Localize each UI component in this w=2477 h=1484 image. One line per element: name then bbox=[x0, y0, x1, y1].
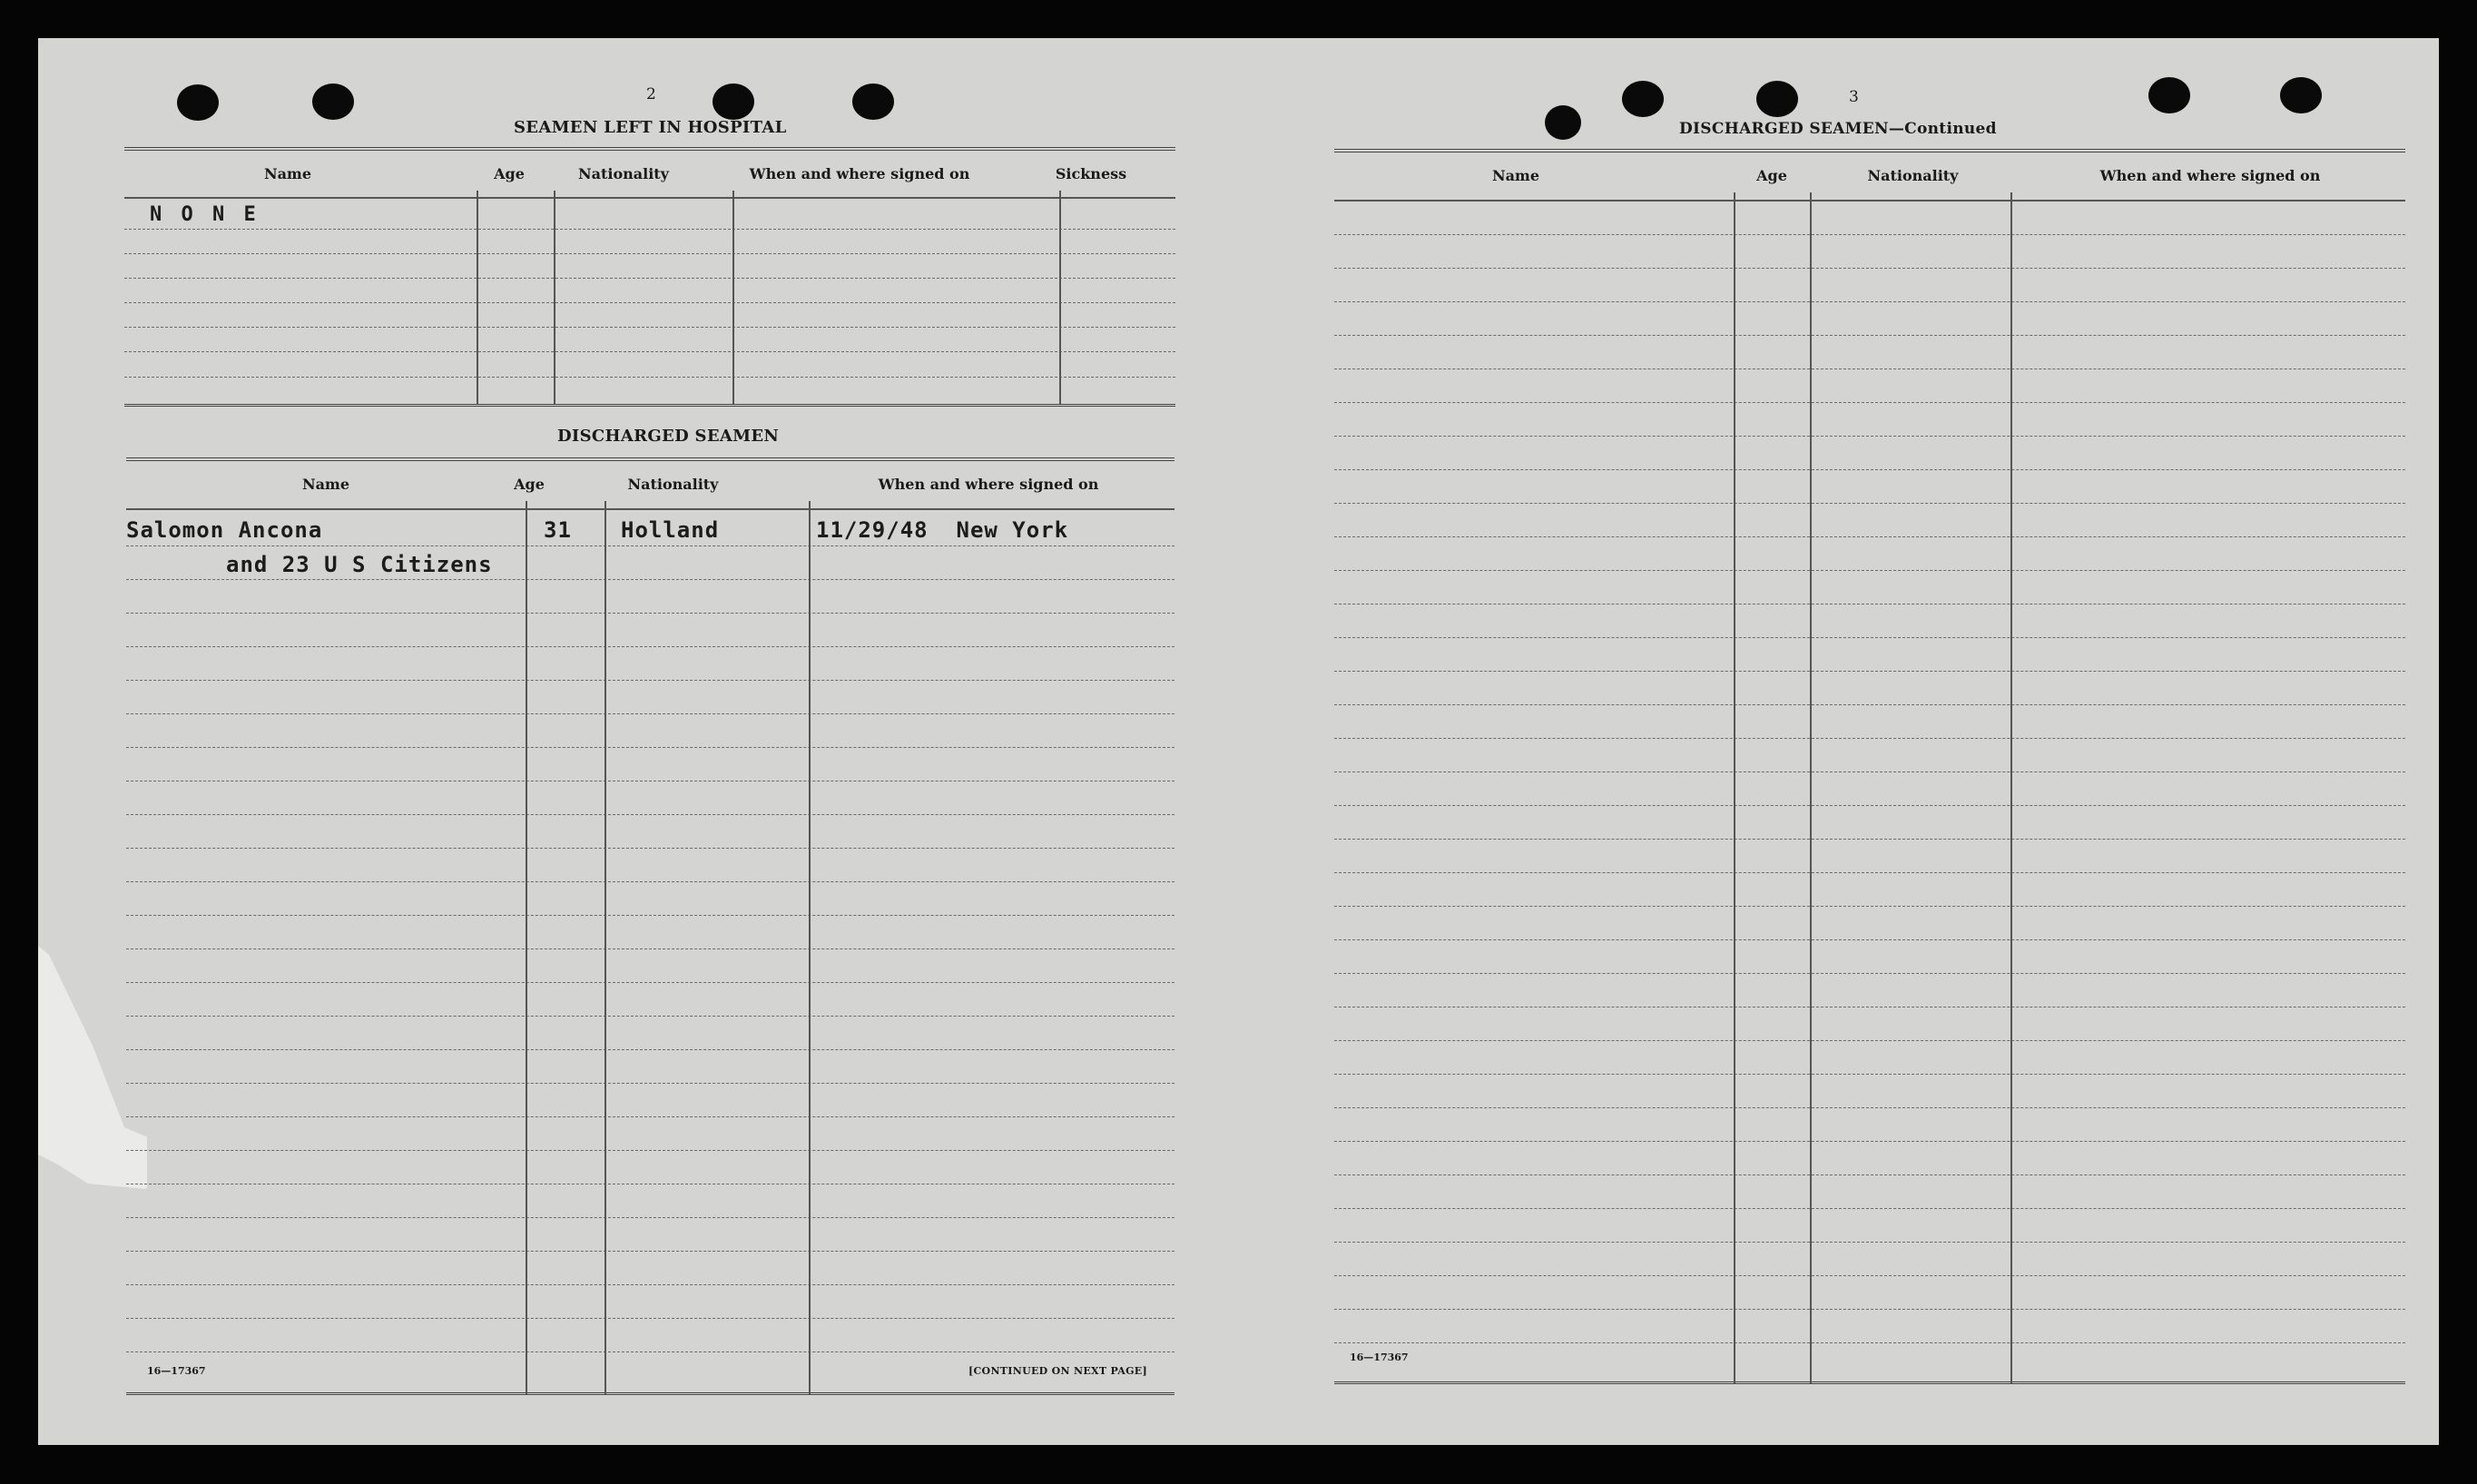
continued-section-title: DISCHARGED SEAMEN—Continued bbox=[1679, 120, 1997, 138]
column-header-signed-on: When and where signed on bbox=[749, 165, 970, 182]
column-header-name: Name bbox=[301, 476, 350, 493]
column-header-sickness: Sickness bbox=[1055, 165, 1127, 182]
punch-hole bbox=[2280, 77, 2322, 113]
column-header-signed-on: When and where signed on bbox=[878, 476, 1099, 493]
document-sheet bbox=[38, 38, 2439, 1445]
discharged-continued-table bbox=[1334, 149, 2405, 1392]
column-header-age: Age bbox=[1756, 167, 1787, 184]
column-header-signed-on: When and where signed on bbox=[2099, 167, 2321, 184]
punch-hole bbox=[713, 84, 754, 120]
seaman-nationality: Holland bbox=[621, 517, 720, 543]
punch-hole bbox=[2148, 77, 2190, 113]
page-number: 2 bbox=[646, 85, 656, 103]
continued-note: [CONTINUED ON NEXT PAGE] bbox=[968, 1365, 1147, 1377]
column-header-name: Name bbox=[1491, 167, 1540, 184]
punch-hole bbox=[1545, 105, 1581, 140]
column-header-age: Age bbox=[514, 476, 545, 493]
punch-hole bbox=[852, 84, 894, 120]
punch-hole bbox=[1622, 81, 1664, 117]
column-header-age: Age bbox=[494, 165, 525, 182]
seaman-signed-on: 11/29/48 New York bbox=[816, 517, 1069, 543]
seaman-age: 31 bbox=[544, 517, 572, 543]
column-header-nationality: Nationality bbox=[1867, 167, 1959, 184]
form-number: 16—17367 bbox=[147, 1365, 206, 1377]
column-header-nationality: Nationality bbox=[627, 476, 719, 493]
punch-hole bbox=[1756, 81, 1798, 117]
seaman-name: Salomon Ancona bbox=[126, 517, 323, 543]
hospital-table bbox=[124, 147, 1175, 447]
discharged-section-title: DISCHARGED SEAMEN bbox=[557, 427, 780, 446]
punch-hole bbox=[177, 84, 219, 121]
column-header-nationality: Nationality bbox=[578, 165, 669, 182]
discharged-table bbox=[126, 457, 1175, 1401]
column-header-name: Name bbox=[263, 165, 312, 182]
punch-hole bbox=[312, 84, 354, 120]
seaman-group-note: and 23 U S Citizens bbox=[226, 552, 493, 577]
hospital-entry: N O N E bbox=[150, 203, 260, 226]
page-number: 3 bbox=[1849, 88, 1859, 106]
hospital-section-title: SEAMEN LEFT IN HOSPITAL bbox=[514, 118, 787, 137]
form-number: 16—17367 bbox=[1350, 1351, 1409, 1363]
